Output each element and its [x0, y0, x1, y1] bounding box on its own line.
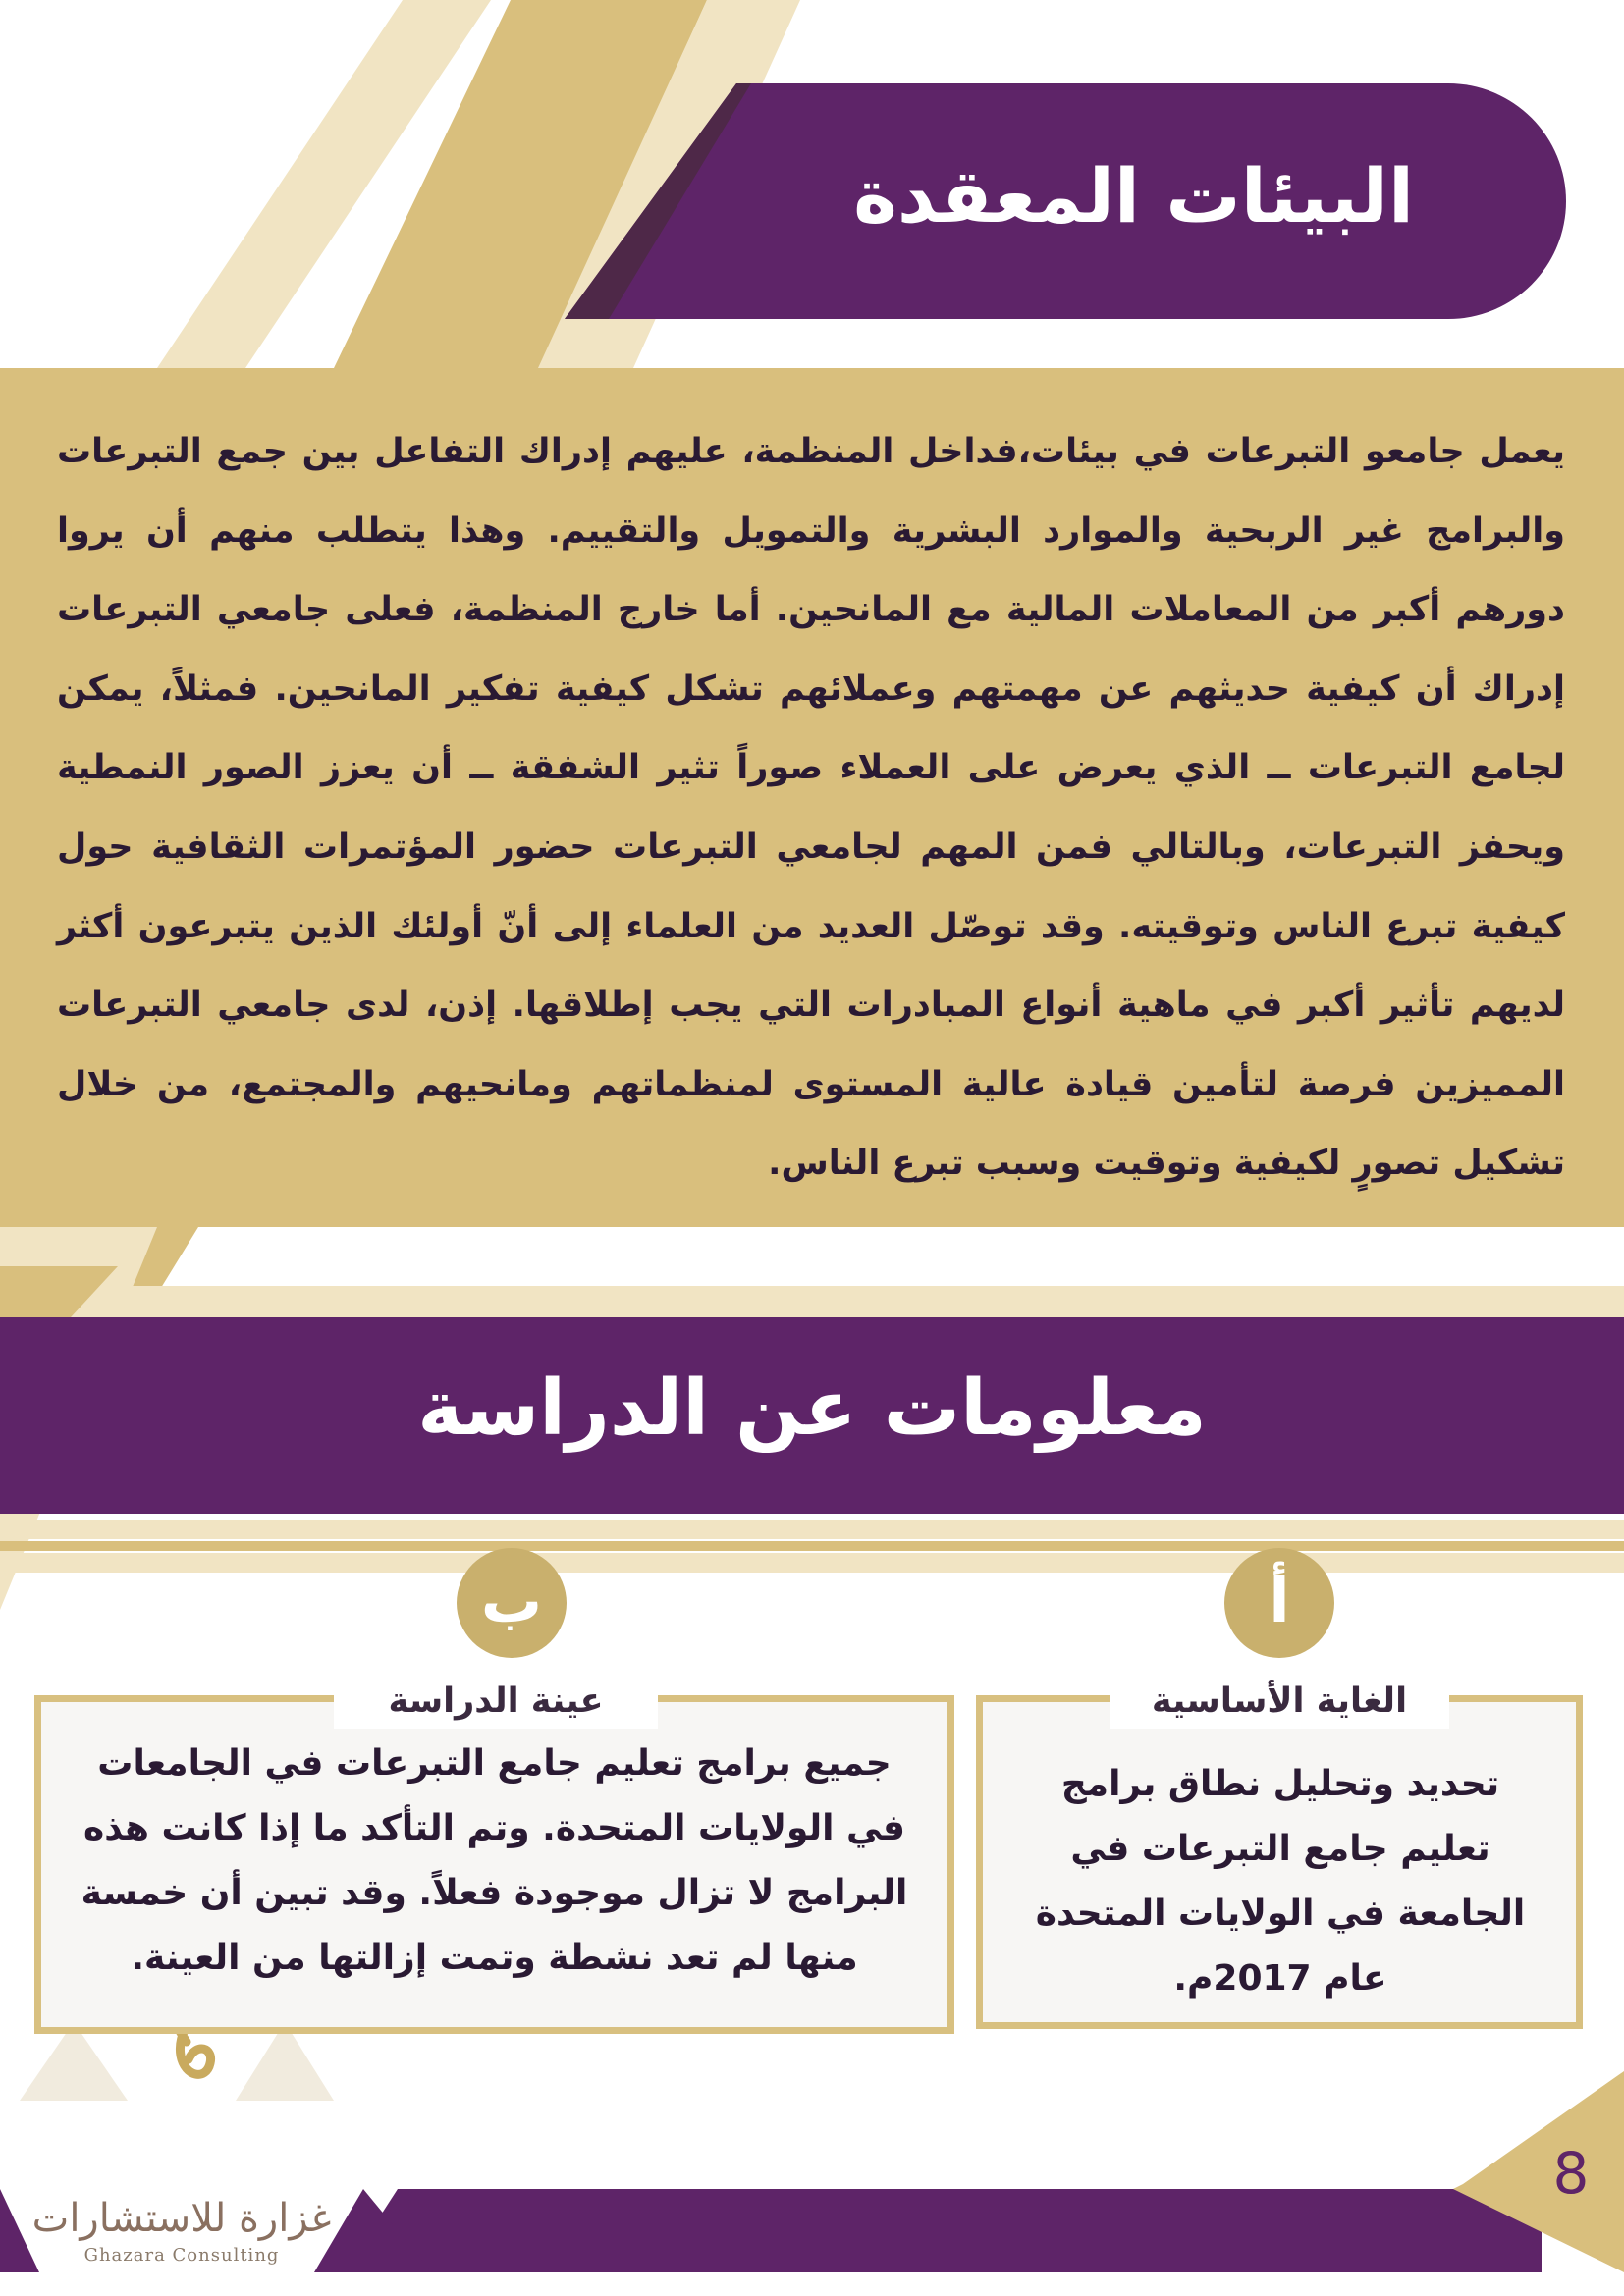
band-top	[0, 1286, 1624, 1317]
card-b-text: جميع برامج تعليم جامع التبرعات في الجامعات في الولايات المتحدة. وتم التأكد ما إذا كانت هذه البرامج لا تزال موجودة فعلاً. وقد تبين أن خمسة منها لم تعد نشطة وتمت إزالتها من العينة.	[81, 1743, 908, 1978]
faint-triangle-1	[20, 2022, 128, 2101]
section-title-study-info: معلومات عن الدراسة	[417, 1364, 1207, 1453]
band-bottom-2	[0, 1541, 1624, 1551]
body-paragraph: يعمل جامعو التبرعات في بيئات،فداخل المنظمة، عليهم إدراك التفاعل بين جمع التبرعات والبرامج غير الربحية والموارد البشرية والتمويل والتقييم. وهذا يتطلب منهم أن يروا دورهم أكبر من المعاملات المالية مع المانحين. أما خارج المنظمة، فعلى جامعي التبرعات إدراك أن كيفية حديثهم عن مهمتهم وعملائهم تشكل كيفية تفكير المانحين. فمثلاً، يمكن لجامع التبرعات ــ الذي يعرض على العملاء صوراً تثير الشفقة ــ أن يعزز الصور النمطية ويحفز التبرعات، وبالتالي فمن المهم لجامعي التبرعات حضور المؤتمرات الثقافية حول كيفية تبرع الناس وتوقيته. وقد توصّل العديد من العلماء إلى أنّ أولئك الذين يتبرعون أكثر لديهم تأثير أكبر في ماهية أنواع المبادرات التي يجب إطلاقها. إذن، لدى جامعي التبرعات المميزين فرصة لتأمين قيادة عالية المستوى لمنظماتهم ومانحيهم والمجتمع، من خلال تشكيل تصورٍ لكيفية وتوقيت وسبب تبرع الناس.	[57, 432, 1565, 1184]
card-b-letter-badge: ب	[457, 1548, 567, 1658]
card-a-letter-badge: أ	[1224, 1548, 1334, 1658]
band-bottom-3	[0, 1553, 1624, 1573]
logo-english-text: Ghazara Consulting	[83, 2245, 280, 2266]
faint-triangle-2	[236, 2022, 334, 2101]
card-a-label: الغاية الأساسية	[1110, 1674, 1449, 1729]
band-bottom-1	[0, 1520, 1624, 1539]
page-number: 8	[1552, 2140, 1590, 2207]
card-a-text: تحديد وتحليل نطاق برامج تعليم جامع التبرعات في الجامعة في الولايات المتحدة عام 2017م.	[1035, 1764, 1526, 1999]
section-title-complex-environments: البيئات المعقدة	[853, 152, 1414, 240]
bottom-purple-bar	[344, 2189, 1542, 2272]
card-b-label: عينة الدراسة	[334, 1674, 658, 1729]
logo-arabic-text: غزارة للاستشارات	[31, 2196, 332, 2241]
